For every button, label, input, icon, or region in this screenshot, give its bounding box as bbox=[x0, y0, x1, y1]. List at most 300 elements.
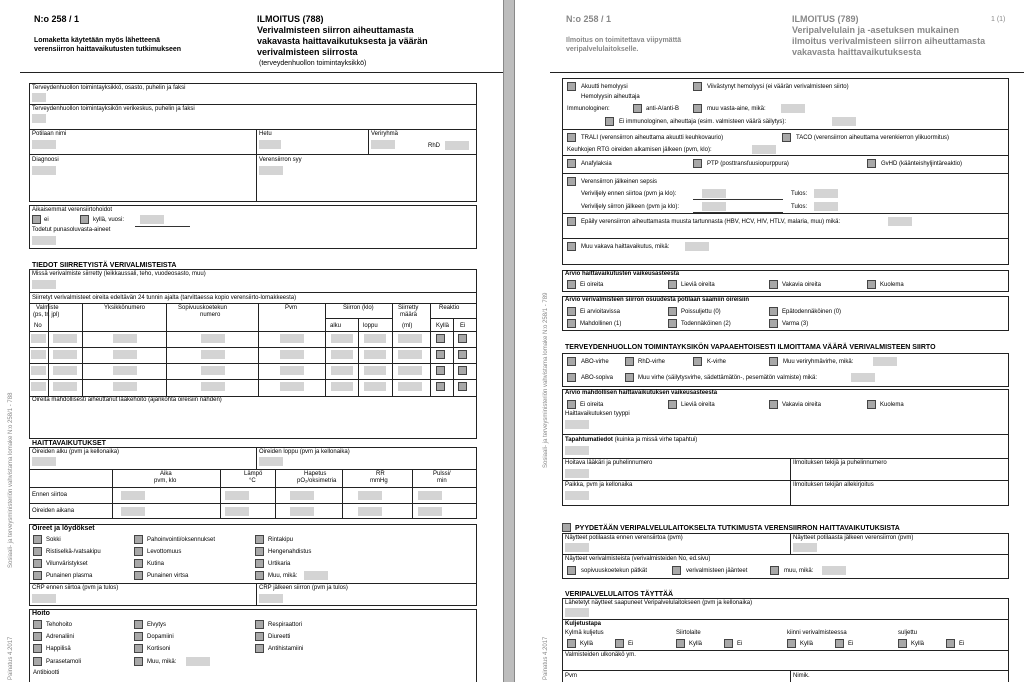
device-yes-checkbox[interactable] bbox=[676, 639, 685, 648]
row-reaction-no-checkbox[interactable] bbox=[458, 350, 467, 359]
finding-restless-label: Levottomuus bbox=[147, 549, 182, 555]
acute-hemolysis-checkbox[interactable] bbox=[567, 82, 576, 91]
sealed-label: suljettu bbox=[898, 630, 918, 636]
product-remains-label: verivalmisteen jäänteet bbox=[686, 568, 748, 574]
row-reaction-yes-checkbox[interactable] bbox=[436, 366, 445, 375]
samples-after-label: Näytteet potilaasta jälkeen verensiirron (pvm) bbox=[793, 535, 914, 541]
severity2-mild-label: Lieviä oireita bbox=[681, 402, 715, 408]
other-group-error-field[interactable] bbox=[873, 357, 897, 366]
imp-possible-label: Mahdollinen (1) bbox=[580, 321, 622, 327]
form-title: vakavasta haittavaikutuksesta ja väärän bbox=[257, 36, 428, 46]
treatment-dopamine-checkbox[interactable] bbox=[134, 632, 143, 641]
row-date-field[interactable] bbox=[280, 382, 304, 391]
severity-none-label: Ei oireita bbox=[580, 282, 604, 288]
findings-other-field[interactable] bbox=[304, 571, 328, 580]
other-serious-field[interactable] bbox=[685, 242, 709, 251]
severity-serious-checkbox[interactable] bbox=[769, 280, 778, 289]
finding-red-urine-checkbox[interactable] bbox=[134, 571, 143, 580]
treatment-resuscitation-label: Elvytys bbox=[147, 622, 167, 628]
abo-compatible-label: ABO-sopiva bbox=[581, 375, 614, 381]
samples-received-label: Lähetetyt näytteet saapuneet Veripalvelulaitokseen (pvm ja kellonaika) bbox=[565, 600, 753, 606]
imp-excluded-checkbox[interactable] bbox=[668, 307, 677, 316]
finding-red-plasma-label: Punainen plasma bbox=[46, 573, 93, 579]
row-divider bbox=[29, 347, 477, 348]
signature-label: Ilmoituksen tekijän allekirjoitus bbox=[793, 482, 874, 488]
previous-yes-label: kyllä, vuosi: bbox=[93, 217, 125, 223]
gvhd-label: GvHD (käänteishyljintäreaktio) bbox=[881, 161, 963, 167]
vitals-sat: pO₂/oksimetria bbox=[297, 478, 337, 484]
form-number: N:o 258 / 1 bbox=[566, 14, 612, 24]
row-unit-field[interactable] bbox=[113, 366, 137, 375]
row-unit-field[interactable] bbox=[113, 382, 137, 391]
blood-group-field[interactable] bbox=[371, 140, 395, 149]
row-no-field[interactable] bbox=[31, 334, 46, 343]
symptoms-start-field[interactable] bbox=[32, 457, 56, 466]
row-start-field[interactable] bbox=[331, 366, 353, 375]
severity2-death-label: Kuolema bbox=[880, 402, 904, 408]
request-title: PYYDETÄÄN VERIPALVELULAITOKSELTA TUTKIMUSTA VERENSIIRRON HAITTAVAIKUTUKSISTA bbox=[575, 525, 900, 532]
side-text: Sosiaali- ja terveysministeriön vahvistama lomake N:o 258/1 - 788 bbox=[8, 392, 14, 568]
adverse-type-field[interactable] bbox=[565, 420, 589, 429]
row-reaction-yes-checkbox[interactable] bbox=[436, 350, 445, 359]
severity2-none-label: Ei oireita bbox=[580, 402, 604, 408]
acute-hemolysis-label: Akuutti hemolyysi bbox=[581, 84, 628, 90]
vitals-time: Aika bbox=[160, 471, 172, 477]
patient-info-box bbox=[29, 83, 477, 202]
row-product-field[interactable] bbox=[53, 366, 77, 375]
form-code: ILMOITUS (788) bbox=[257, 14, 324, 24]
severity2-serious-checkbox[interactable] bbox=[769, 400, 778, 409]
previous-transfusions-label: Aikaisemmat verensiirtohoidot bbox=[32, 207, 113, 213]
place-date-label: Paikka, pvm ja kellonaika bbox=[565, 482, 633, 488]
row-date-field[interactable] bbox=[280, 366, 304, 375]
lab-title: VERIPALVELULAITOS TÄYTTÄÄ bbox=[565, 591, 674, 598]
product-remains-checkbox[interactable] bbox=[672, 566, 681, 575]
col-time: Siirron (klo) bbox=[343, 305, 374, 311]
in-product-no-label: Ei bbox=[848, 641, 854, 647]
other-error-label: Muu virhe (säilytysvirhe, sädettämätön-, pesemätön valmiste) mikä: bbox=[638, 375, 818, 381]
antibodies-field[interactable] bbox=[32, 236, 56, 245]
col-product-sub: (ps, tr, jpl) bbox=[33, 312, 60, 318]
finding-nausea-checkbox[interactable] bbox=[134, 535, 143, 544]
culture-after-label: Veriviljely siirron jälkeen (pvm ja klo): bbox=[581, 204, 680, 210]
treatment-icu-checkbox[interactable] bbox=[33, 620, 42, 629]
row-amount-field[interactable] bbox=[398, 382, 422, 391]
finding-restless-checkbox[interactable] bbox=[134, 547, 143, 556]
samples-products-label: Näytteet verivalmisteista (verivalmisteiden No, ed.sivu) bbox=[565, 556, 711, 562]
rhd-field[interactable] bbox=[445, 141, 469, 150]
adverse-type-label: Haittavaikutuksen tyyppi bbox=[565, 411, 630, 417]
other-sample-checkbox[interactable] bbox=[770, 566, 779, 575]
non-immuno-field[interactable] bbox=[832, 117, 856, 126]
vitals-rr-field[interactable] bbox=[358, 491, 382, 500]
in-product-label: kiinni verivalmisteessa bbox=[787, 630, 847, 636]
col-reaction: Reaktio bbox=[439, 305, 460, 311]
lung-xray-field[interactable] bbox=[752, 145, 776, 154]
divider bbox=[550, 72, 1024, 73]
unit-label: Terveydenhuollon toimintayksikkö, osasto, puhelin ja faksi bbox=[32, 85, 186, 91]
row-amount-field[interactable] bbox=[398, 350, 422, 359]
vitals-pulse-field[interactable] bbox=[418, 491, 442, 500]
row-reaction-yes-checkbox[interactable] bbox=[436, 334, 445, 343]
crp-before-field[interactable] bbox=[32, 594, 56, 603]
vitals-temp: Lämpö bbox=[244, 471, 263, 477]
device-yes-label: Kyllä bbox=[689, 641, 703, 647]
event-info-label: Tapahtumatiedot (kuinka ja missä virhe tapahtui) bbox=[565, 437, 698, 443]
col-amount: (ml) bbox=[402, 323, 413, 329]
treatment-resuscitation-checkbox[interactable] bbox=[134, 620, 143, 629]
infection-checkbox[interactable] bbox=[567, 217, 576, 226]
treatment-title: Hoito bbox=[32, 610, 50, 617]
other-serious-label: Muu vakava haittavaikutus, mikä: bbox=[581, 244, 670, 250]
other-antibody-field[interactable] bbox=[781, 104, 805, 113]
previous-year-field[interactable] bbox=[140, 215, 164, 224]
abo-error-label: ABO-virhe bbox=[581, 359, 609, 365]
hetu-field[interactable] bbox=[259, 140, 281, 149]
physician-label: Hoitava lääkäri ja puhelinnumero bbox=[565, 460, 653, 466]
finding-chills-checkbox[interactable] bbox=[33, 559, 42, 568]
taco-label: TACO (verensiirron aiheuttama verenkierron ylikuormitus) bbox=[796, 135, 949, 141]
row-compat-field[interactable] bbox=[201, 334, 225, 343]
row-amount-field[interactable] bbox=[398, 334, 422, 343]
diagnosis-label: Diagnoosi bbox=[32, 157, 59, 163]
other-serious-checkbox[interactable] bbox=[567, 242, 576, 251]
treatment-cortisone-checkbox[interactable] bbox=[134, 644, 143, 653]
abo-error-checkbox[interactable] bbox=[567, 357, 576, 366]
transport-title: Kuljetustapa bbox=[565, 621, 602, 627]
imp-likely-label: Todennäköinen (2) bbox=[681, 321, 731, 327]
col-compat: Sopivuuskoetekun bbox=[178, 305, 228, 311]
blood-center-field[interactable] bbox=[32, 114, 46, 123]
blood-center-label: Terveydenhuollon toimintayksikön verikeskus, puhelin ja faksi bbox=[32, 106, 195, 112]
culture-before-result-label: Tulos: bbox=[791, 191, 808, 197]
imp-possible-checkbox[interactable] bbox=[567, 319, 576, 328]
row-end-field[interactable] bbox=[364, 382, 386, 391]
imp-unlikely-checkbox[interactable] bbox=[769, 307, 778, 316]
k-error-checkbox[interactable] bbox=[693, 357, 702, 366]
row-product-field[interactable] bbox=[53, 334, 77, 343]
finding-itch-label: Kutina bbox=[147, 561, 165, 567]
side-date: Painatus 4.2017 bbox=[8, 636, 14, 680]
treatment-other-label: Muu, mikä: bbox=[147, 659, 177, 665]
severity2-title: Arvio mahdollisen haittavaikutuksen vaikeusasteesta bbox=[565, 390, 718, 396]
col-reaction-yes: Kyllä bbox=[436, 323, 450, 329]
side-date: Painatus 4.2017 bbox=[543, 636, 549, 680]
sealed-yes-checkbox[interactable] bbox=[898, 639, 907, 648]
sepsis-checkbox[interactable] bbox=[567, 177, 576, 186]
date-label: Pvm bbox=[565, 673, 577, 679]
culture-after-result-field[interactable] bbox=[814, 202, 838, 211]
row-start-field[interactable] bbox=[331, 382, 353, 391]
products-location-field[interactable] bbox=[32, 280, 56, 289]
vitals-time-field[interactable] bbox=[121, 507, 145, 516]
infection-label: Epäily verensiirron aiheuttamasta muusta tartunnasta (HBV, HCV, HIV, HTLV, malaria, muu) mikä: bbox=[581, 219, 841, 225]
row-date-field[interactable] bbox=[280, 334, 304, 343]
severity-serious-label: Vakavia oireita bbox=[782, 282, 821, 288]
vitals-time-field[interactable] bbox=[121, 491, 145, 500]
imp-excluded-label: Poissuljettu (0) bbox=[681, 309, 721, 315]
row-divider bbox=[29, 379, 477, 380]
form-subtitle: veripalvelulaitokselle. bbox=[566, 46, 639, 53]
vitals-pulse-field[interactable] bbox=[418, 507, 442, 516]
lung-xray-label: Keuhkojen RTG oireiden alkamisen jälkeen (pvm, klo): bbox=[567, 147, 712, 153]
finding-chest-pain-label: Rintakipu bbox=[268, 537, 294, 543]
row-no-field[interactable] bbox=[31, 382, 46, 391]
treatment-paracetamol-checkbox[interactable] bbox=[33, 657, 42, 666]
culture-before-label: Veriviljely ennen siirtoa (pvm ja klo): bbox=[581, 191, 677, 197]
request-checkbox[interactable] bbox=[562, 523, 571, 532]
gvhd-checkbox[interactable] bbox=[867, 159, 876, 168]
samples-before-label: Näytteet potilaasta ennen verensiirtoa (pvm) bbox=[565, 535, 683, 541]
vitals-sat-field[interactable] bbox=[290, 507, 314, 516]
device-no-checkbox[interactable] bbox=[724, 639, 733, 648]
imp-not-assessable-label: Ei arvioitavissa bbox=[580, 309, 621, 315]
treatment-diuretic-label: Diureetti bbox=[268, 634, 291, 640]
finding-itch-checkbox[interactable] bbox=[134, 559, 143, 568]
rhd-label: RhD bbox=[428, 143, 441, 149]
finding-chest-pain-checkbox[interactable] bbox=[255, 535, 264, 544]
row-compat-field[interactable] bbox=[201, 366, 225, 375]
patient-name-label: Potilaan nimi bbox=[32, 131, 67, 137]
row-reaction-no-checkbox[interactable] bbox=[458, 334, 467, 343]
col-product: Valmiste bbox=[36, 305, 59, 311]
rhd-error-label: RhD-virhe bbox=[638, 359, 666, 365]
reporter-label: Ilmoituksen tekijä ja puhelinnumero bbox=[793, 460, 887, 466]
row-amount-field[interactable] bbox=[398, 366, 422, 375]
col-compat: numero bbox=[200, 312, 221, 318]
row-unit-field[interactable] bbox=[113, 350, 137, 359]
taco-checkbox[interactable] bbox=[782, 133, 791, 142]
treatment-antihistamine-checkbox[interactable] bbox=[255, 644, 264, 653]
finding-urticaria-checkbox[interactable] bbox=[255, 559, 264, 568]
treatment-dopamine-label: Dopamiini bbox=[147, 634, 174, 640]
row-compat-field[interactable] bbox=[201, 350, 225, 359]
non-immuno-checkbox[interactable] bbox=[605, 117, 614, 126]
form-number: N:o 258 / 1 bbox=[34, 14, 80, 24]
severity2-mild-checkbox[interactable] bbox=[668, 400, 677, 409]
severity2-serious-label: Vakavia oireita bbox=[782, 402, 821, 408]
other-error-checkbox[interactable] bbox=[625, 373, 634, 382]
treatment-oxygen-checkbox[interactable] bbox=[33, 644, 42, 653]
imp-likely-checkbox[interactable] bbox=[668, 319, 677, 328]
treatment-respirator-checkbox[interactable] bbox=[255, 620, 264, 629]
place-date-field[interactable] bbox=[565, 491, 589, 500]
cold-yes-label: Kyllä bbox=[580, 641, 594, 647]
anaphylaxis-label: Anafylaksia bbox=[581, 161, 612, 167]
row-no-field[interactable] bbox=[31, 350, 46, 359]
imp-not-assessable-checkbox[interactable] bbox=[567, 307, 576, 316]
samples-received-field[interactable] bbox=[565, 608, 589, 617]
anti-ab-checkbox[interactable] bbox=[633, 104, 642, 113]
finding-nausea-label: Pahoinvointi/oksennukset bbox=[147, 537, 216, 543]
abo-compatible-checkbox[interactable] bbox=[567, 373, 576, 382]
form-title: vakavasta haittavaikutuksesta bbox=[792, 47, 922, 57]
anaphylaxis-checkbox[interactable] bbox=[567, 159, 576, 168]
ptp-checkbox[interactable] bbox=[693, 159, 702, 168]
infection-field[interactable] bbox=[888, 217, 912, 226]
diagnosis-field[interactable] bbox=[32, 166, 56, 175]
vitals-pulse: min bbox=[437, 478, 447, 484]
finding-back-pain-checkbox[interactable] bbox=[33, 547, 42, 556]
vitals-sat-field[interactable] bbox=[290, 491, 314, 500]
reason-label: Verensiirron syy bbox=[259, 157, 302, 163]
in-product-yes-checkbox[interactable] bbox=[787, 639, 796, 648]
previous-yes-checkbox[interactable] bbox=[80, 215, 89, 224]
col-start: alku bbox=[330, 323, 342, 329]
signature-short-label: Nimik. bbox=[793, 673, 810, 679]
severity-title: Arvio haittavaikutusten vaikeusasteesta bbox=[565, 271, 680, 277]
imp-certain-label: Varma (3) bbox=[782, 321, 809, 327]
row-product-field[interactable] bbox=[53, 382, 77, 391]
in-product-yes-label: Kyllä bbox=[800, 641, 814, 647]
cold-yes-checkbox[interactable] bbox=[567, 639, 576, 648]
section-products: TIEDOT SIIRRETYISTÄ VERIVALMISTEISTA bbox=[32, 262, 177, 269]
other-group-error-checkbox[interactable] bbox=[769, 357, 778, 366]
row-end-field[interactable] bbox=[364, 366, 386, 375]
crp-after-field[interactable] bbox=[259, 594, 283, 603]
finding-red-urine-label: Punainen virtsa bbox=[147, 573, 189, 579]
severity2-none-checkbox[interactable] bbox=[567, 400, 576, 409]
samples-after-field[interactable] bbox=[793, 543, 817, 552]
treatment-other-checkbox[interactable] bbox=[134, 657, 143, 666]
delayed-hemolysis-checkbox[interactable] bbox=[693, 82, 702, 91]
products-24h-label: Siirretyt verivalmisteet oireita edeltävän 24 tunnin ajalta (tarvittaessa kopio verensiirto-lomakkeesta) bbox=[32, 295, 297, 301]
antibodies-label: Todetut punasoluvasta-aineet bbox=[32, 227, 111, 233]
severity-mild-checkbox[interactable] bbox=[668, 280, 677, 289]
transfer-device-label: Siirtolaite bbox=[676, 630, 701, 636]
physician-field[interactable] bbox=[565, 469, 589, 478]
vitals-temp-field[interactable] bbox=[225, 507, 249, 516]
in-product-no-checkbox[interactable] bbox=[835, 639, 844, 648]
vitals-time: pvm, klo bbox=[154, 478, 177, 484]
immunological-label: Immunologinen: bbox=[567, 106, 610, 112]
non-immuno-label: Ei immunologinen, aiheuttaja (esim. valmisteen väärä säilytys): bbox=[619, 119, 787, 125]
treatment-box bbox=[29, 609, 477, 682]
event-info-field[interactable] bbox=[565, 446, 589, 455]
row-reaction-no-checkbox[interactable] bbox=[458, 382, 467, 391]
samples-before-field[interactable] bbox=[565, 543, 589, 552]
drugs-label: Oireita mahdollisesti aiheuttanut lääkehoito (ajankohta oireisiin nähden) bbox=[32, 397, 222, 403]
unit-field[interactable] bbox=[32, 93, 46, 102]
row-end-field[interactable] bbox=[364, 334, 386, 343]
cold-no-checkbox[interactable] bbox=[615, 639, 624, 648]
treatment-adrenaline-checkbox[interactable] bbox=[33, 632, 42, 641]
finding-dyspnea-label: Hengenahdistus bbox=[268, 549, 312, 555]
page-number: 1 (1) bbox=[991, 16, 1006, 23]
culture-before-result-field[interactable] bbox=[814, 189, 838, 198]
vitals-temp: °C bbox=[249, 478, 256, 484]
col-amount: määrä bbox=[400, 312, 418, 318]
other-group-error-label: Muu veriryhmävirhe, mikä: bbox=[783, 359, 854, 365]
treatment-oxygen-label: Happilisä bbox=[46, 646, 71, 652]
patient-name-field[interactable] bbox=[32, 140, 56, 149]
vitals-rr: RR bbox=[376, 471, 385, 477]
col-date: Pvm bbox=[285, 305, 297, 311]
compat-tubes-checkbox[interactable] bbox=[567, 566, 576, 575]
treatment-diuretic-checkbox[interactable] bbox=[255, 632, 264, 641]
row-product-field[interactable] bbox=[53, 350, 77, 359]
row-compat-field[interactable] bbox=[201, 382, 225, 391]
imp-certain-checkbox[interactable] bbox=[769, 319, 778, 328]
culture-before-field[interactable] bbox=[702, 189, 726, 198]
row-divider bbox=[29, 363, 477, 364]
row-reaction-no-checkbox[interactable] bbox=[458, 366, 467, 375]
cold-no-label: Ei bbox=[628, 641, 634, 647]
row-no-field[interactable] bbox=[31, 366, 46, 375]
row-end-field[interactable] bbox=[364, 350, 386, 359]
treatment-paracetamol-label: Parasetamoli bbox=[46, 659, 82, 665]
finding-shock-checkbox[interactable] bbox=[33, 535, 42, 544]
treatment-icu-label: Tehohoito bbox=[46, 622, 73, 628]
symptoms-start-label: Oireiden alku (pvm ja kellonaika) bbox=[32, 449, 120, 455]
k-error-label: K-virhe bbox=[707, 359, 727, 365]
device-no-label: Ei bbox=[737, 641, 743, 647]
sealed-no-checkbox[interactable] bbox=[946, 639, 955, 648]
treatment-respirator-label: Respiraattori bbox=[268, 622, 303, 628]
section-adverse: HAITTAVAIKUTUKSET bbox=[32, 440, 106, 447]
finding-dyspnea-checkbox[interactable] bbox=[255, 547, 264, 556]
trali-checkbox[interactable] bbox=[567, 133, 576, 142]
other-sample-field[interactable] bbox=[822, 566, 846, 575]
severity2-death-checkbox[interactable] bbox=[867, 400, 876, 409]
vitals-temp-field[interactable] bbox=[225, 491, 249, 500]
culture-after-field[interactable] bbox=[702, 202, 726, 211]
row-start-field[interactable] bbox=[331, 350, 353, 359]
vitals-rr: mmHg bbox=[370, 478, 388, 484]
col-amount: Siirretty bbox=[398, 305, 419, 311]
finding-other-label: Muu, mikä: bbox=[268, 573, 298, 579]
other-antibody-checkbox[interactable] bbox=[693, 104, 702, 113]
sepsis-label: Verensiirron jälkeinen sepsis bbox=[581, 179, 658, 185]
treatment-adrenaline-label: Adrenaliini bbox=[46, 634, 75, 640]
trali-label: TRALI (verensiirron aiheuttama akuutti keuhkovaurio) bbox=[581, 135, 724, 141]
row-unit-field[interactable] bbox=[113, 334, 137, 343]
rhd-error-checkbox[interactable] bbox=[625, 357, 634, 366]
row-reaction-yes-checkbox[interactable] bbox=[436, 382, 445, 391]
symptoms-end-field[interactable] bbox=[259, 457, 283, 466]
severity-death-checkbox[interactable] bbox=[867, 280, 876, 289]
hetu-label: Hetu bbox=[259, 131, 272, 137]
compat-tubes-label: sopivuuskoetekun pätkät bbox=[581, 568, 648, 574]
divider bbox=[20, 72, 503, 73]
row-date-field[interactable] bbox=[280, 350, 304, 359]
crp-before-label: CRP ennen siirtoa (pvm ja tulos) bbox=[32, 585, 119, 591]
findings-box bbox=[29, 524, 477, 606]
finding-back-pain-label: Ristiselkä-/vatsakipu bbox=[46, 549, 101, 555]
form-title-sub: (terveydenhuollon toimintayksikkö) bbox=[259, 60, 367, 67]
previous-no-checkbox[interactable] bbox=[32, 215, 41, 224]
treatment-antihistamine-label: Antihistamiini bbox=[268, 646, 304, 652]
sealed-yes-label: Kyllä bbox=[911, 641, 925, 647]
vitals-pulse: Pulssi/ bbox=[433, 471, 451, 477]
vitals-during-label: Oireiden aikana bbox=[32, 508, 75, 514]
reason-field[interactable] bbox=[259, 166, 283, 175]
form-788-page bbox=[0, 0, 503, 682]
finding-other-checkbox[interactable] bbox=[255, 571, 264, 580]
treatment-other-field[interactable] bbox=[186, 657, 210, 666]
vitals-sat: Hapetus bbox=[304, 471, 327, 477]
severity-none-checkbox[interactable] bbox=[567, 280, 576, 289]
finding-shock-label: Sokki bbox=[46, 537, 61, 543]
finding-red-plasma-checkbox[interactable] bbox=[33, 571, 42, 580]
row-start-field[interactable] bbox=[331, 334, 353, 343]
ptp-label: PTP (posttransfuusiopurppura) bbox=[707, 161, 789, 167]
vitals-rr-field[interactable] bbox=[358, 507, 382, 516]
culture-after-result-label: Tulos: bbox=[791, 204, 808, 210]
col-reaction-no: Ei bbox=[460, 323, 466, 329]
other-sample-label: muu, mikä: bbox=[784, 568, 814, 574]
other-error-field[interactable] bbox=[851, 373, 875, 382]
